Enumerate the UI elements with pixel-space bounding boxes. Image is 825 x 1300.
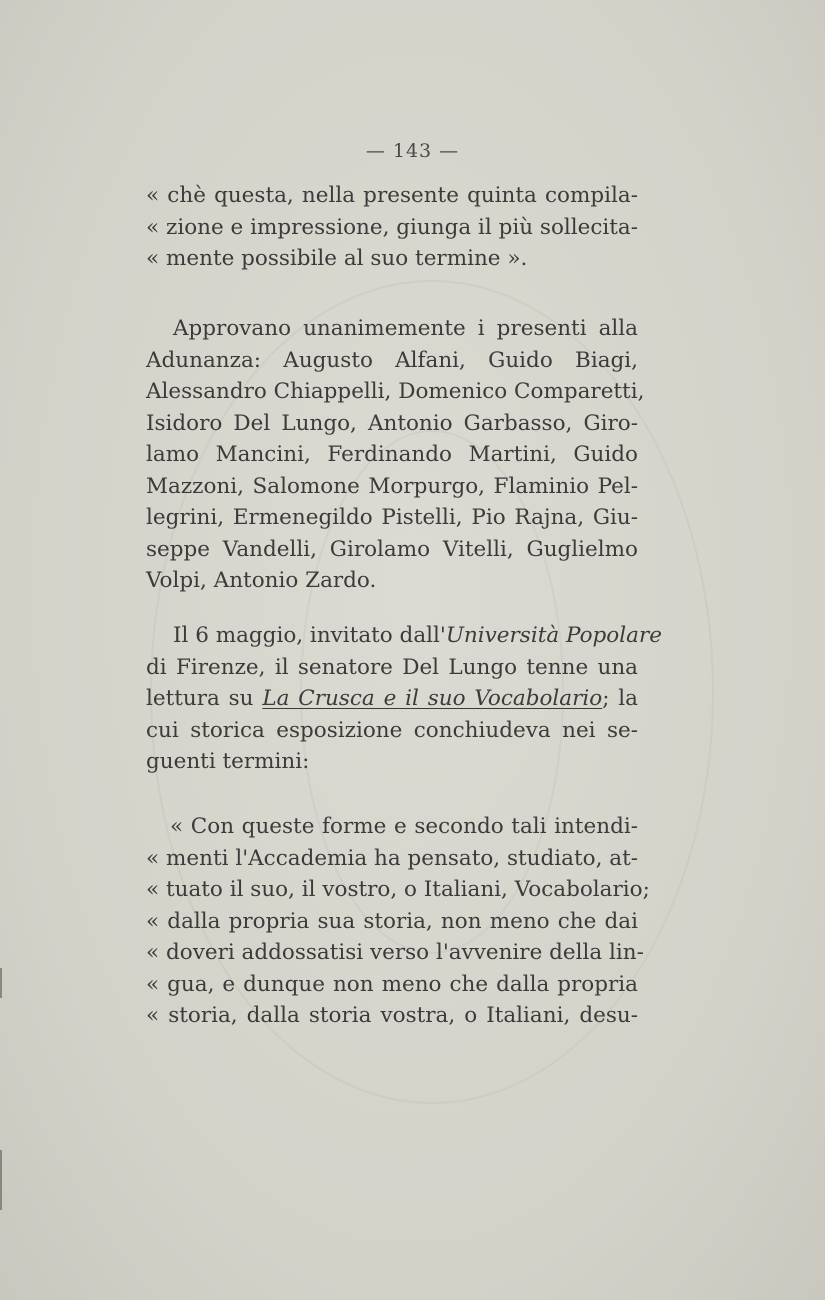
margin-mark xyxy=(0,968,2,998)
paragraph-lecture xyxy=(146,620,662,778)
text-line: « Con queste forme e secondo tali intendi- xyxy=(170,814,638,839)
italic-title: Università Popolare xyxy=(445,623,662,648)
margin-mark xyxy=(0,1150,2,1210)
text-line: « gua, e dunque non meno che dalla propria xyxy=(146,971,638,997)
text-line: Approvano unanimemente i presenti alla xyxy=(173,316,638,341)
text-fragment: ; la xyxy=(602,686,639,711)
text-fragment: Il 6 maggio, invitato dall' xyxy=(173,623,446,648)
text-line: « menti l'Accademia ha pensato, studiato, at- xyxy=(146,845,638,871)
text-line: Mazzoni, Salomone Morpurgo, Flaminio Pel- xyxy=(146,473,638,499)
text-line: di Firenze, il senatore Del Lungo tenne una xyxy=(146,654,638,680)
text-line: « tuato il suo, il vostro, o Italiani, Vocabolario; xyxy=(146,877,650,902)
text-fragment: lettura su xyxy=(146,686,263,711)
page-number: — 143 — xyxy=(365,140,460,162)
text-line xyxy=(146,620,662,652)
paragraph-approval xyxy=(146,313,645,597)
text-line: « doveri addossatisi verso l'avvenire della lin- xyxy=(146,940,644,965)
text-line: Isidoro Del Lungo, Antonio Garbasso, Giro- xyxy=(146,410,638,436)
text-line xyxy=(146,683,638,715)
text-line: « zione e impressione, giunga il più sollecita- xyxy=(146,214,639,240)
text-line: « chè questa, nella presente quinta compila- xyxy=(146,183,638,208)
paragraph-quotation xyxy=(146,811,650,1032)
text-line: cui storica esposizione conchiudeva nei se- xyxy=(146,717,638,743)
text-line: « dalla propria sua storia, non meno che dai xyxy=(146,908,638,934)
paragraph-quote-end xyxy=(146,180,638,275)
text-line: Alessandro Chiappelli, Domenico Comparetti, xyxy=(146,379,645,404)
text-line: lamo Mancini, Ferdinando Martini, Guido xyxy=(146,442,638,467)
text-line: « mente possibile al suo termine ». xyxy=(146,246,528,271)
text-line: seppe Vandelli, Girolamo Vitelli, Guglielmo xyxy=(146,536,638,562)
text-line: « storia, dalla storia vostra, o Italiani, desu- xyxy=(146,1003,638,1028)
text-line: Adunanza: Augusto Alfani, Guido Biagi, xyxy=(146,347,638,373)
text-line: Volpi, Antonio Zardo. xyxy=(146,568,377,593)
text-line: legrini, Ermenegildo Pistelli, Pio Rajna, Giu- xyxy=(146,505,638,530)
text-line: guenti termini: xyxy=(146,749,310,774)
italic-title: La Crusca e il suo Vocabolario xyxy=(262,686,603,711)
